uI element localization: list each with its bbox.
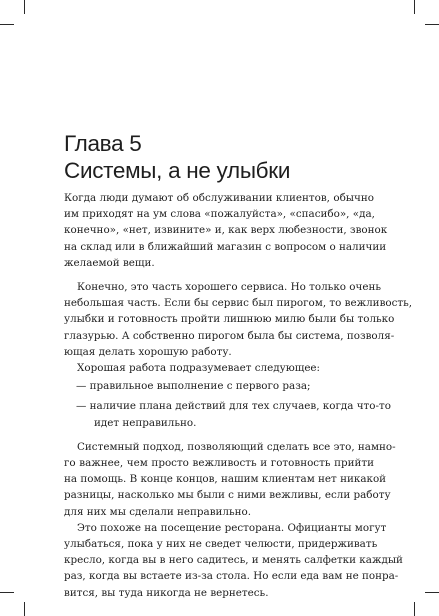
crop-mark-bottom-right — [414, 602, 415, 616]
text-line: раз, когда вы встаете из-за стола. Но если еда вам не понра- — [64, 570, 399, 583]
text-line: Конечно, это часть хорошего сервиса. Но только очень — [77, 281, 382, 294]
text-line: го важнее, чем просто вежливость и готовность прийти — [64, 457, 374, 470]
chapter-heading — [64, 130, 384, 184]
text-line: ющая делать хорошую работу. — [64, 345, 232, 358]
text-line: для них мы сделали неправильно. — [64, 505, 252, 518]
text-line: улыбки и готовность пройти лишнюю милю были бы только — [64, 313, 395, 326]
text-line: небольшая часть. Если бы сервис был пирогом, то вежливость, — [64, 297, 413, 310]
text-line: вится, вы туда никогда не вернетесь. — [64, 586, 269, 599]
list-item-1 — [64, 378, 374, 394]
text-line: желаемой вещи. — [64, 256, 155, 269]
text-line: на склад или в ближайший магазин с вопросом о наличии — [64, 240, 387, 253]
text-line: глазурью. А собственно пирогом была бы система, позволя- — [64, 329, 395, 342]
paragraph-2 — [64, 279, 413, 360]
crop-mark-bottom-left-h — [0, 592, 14, 593]
text-line: идет неправильно. — [94, 416, 197, 429]
text-line: на помощь. В конце концов, нашим клиентам нет никакой — [64, 473, 387, 486]
text-line: — наличие плана действий для тех случаев, когда что-то — [76, 400, 391, 413]
crop-mark-top-right — [414, 0, 415, 14]
text-line: разницы, насколько мы были с ними вежливы, если работу — [64, 489, 391, 502]
text-line: Хорошая работа подразумевает следующее: — [77, 362, 321, 375]
paragraph-5 — [64, 520, 403, 601]
paragraph-1 — [64, 190, 388, 271]
body-text — [64, 190, 413, 601]
list-item-2 — [64, 398, 391, 430]
text-line: кресло, когда вы в него садитесь, и менять салфетки каждый — [64, 554, 403, 567]
paragraph-4 — [64, 439, 396, 520]
text-line: Когда люди думают об обслуживании клиентов, обычно — [64, 192, 374, 204]
text-line: Это похоже на посещение ресторана. Официанты могут — [77, 521, 387, 534]
paragraph-3 — [64, 360, 374, 376]
text-line: улыбаться, пока у них не сведет челюсти, придерживать — [64, 538, 378, 551]
text-line: — правильное выполнение с первого раза; — [76, 380, 311, 393]
text-line: им приходят на ум слова «пожалуйста», «спасибо», «да, — [64, 208, 375, 221]
crop-mark-bottom-right-h — [425, 592, 439, 593]
crop-mark-top-left — [24, 0, 25, 14]
text-line: конечно», «нет, извините» и, как верх любезности, звонок — [64, 224, 388, 237]
chapter-title: Системы, а не улыбки — [64, 158, 291, 183]
crop-mark-top-right-h — [425, 24, 439, 25]
crop-mark-top-left-h — [0, 24, 14, 25]
chapter-number: Глава 5 — [64, 131, 142, 156]
crop-mark-bottom-left — [24, 602, 25, 616]
text-line: Системный подход, позволяющий сделать все это, намно- — [77, 440, 396, 453]
